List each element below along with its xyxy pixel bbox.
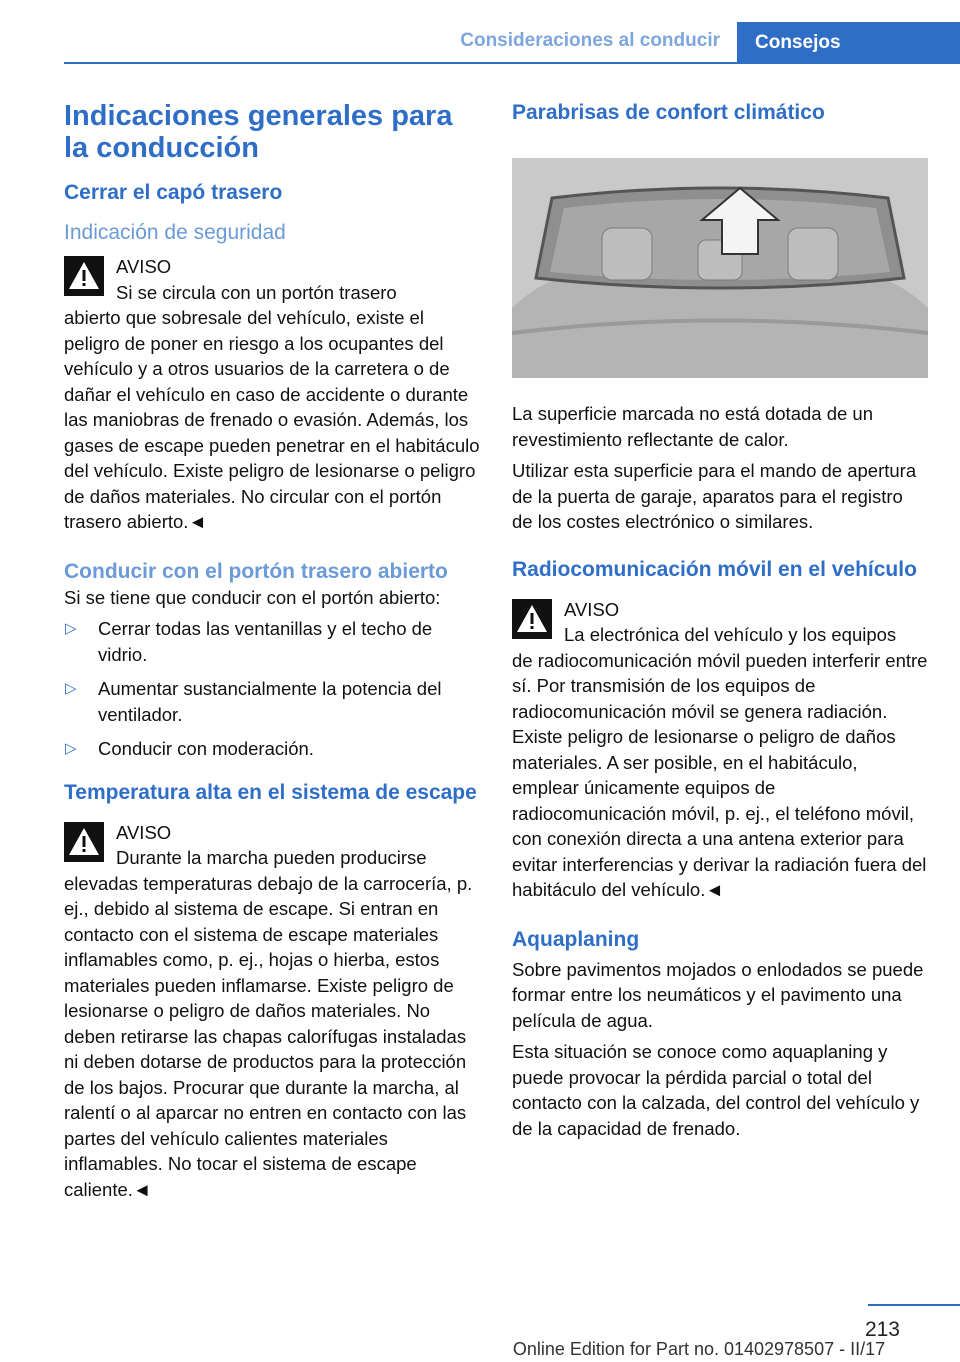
warning-text: elevadas temperaturas debajo de la carrocería, p. ej., debido al sistema de escape. Si entran en contacto con el sistema de escape materiales inflamables como, p. ej., hojas o hierba, estos materiales pueden inflamarse. Existe peligro de lesionarse o peligro de daños materiales. No deben retirarse las chapas calorífugas instaladas ni deben dotarse de productos para la protección de los bajos. Procurar que durante la marcha, al ralentí o al aparcar no entren en contacto con las partes del vehículo calientes materiales inflamables. No tocar el sistema de escape caliente.◄	[64, 872, 473, 1200]
heading-safety-note: Indicación de seguridad	[64, 221, 286, 244]
warning-first-line: La electrónica del vehículo y los equipos	[564, 624, 897, 645]
page-number: 213	[864, 1318, 900, 1341]
triangle-bullet-icon: ▷	[65, 680, 77, 697]
list-item: ▷ Cerrar todas las ventanillas y el techo de vidrio.	[64, 616, 480, 667]
warning-text: abierto que sobresale del vehículo, existe el peligro de poner en riesgo a los ocupantes del vehículo y a otros usuarios de la carretera o de dañar el vehículo en caso de accidente o durante las maniobras de frenado o evasión. Además, los gases de escape pueden penetrar en el habitáculo del vehículo. Existe peligro de lesionarse o peligro de daños materiales. No circular con el portón trasero abierto.◄	[64, 307, 480, 532]
heading-exhaust-temperature: Temperatura alta en el sistema de escape	[64, 780, 477, 804]
warning-first-line: Si se circula con un portón trasero	[116, 281, 397, 303]
warning-label: AVISO	[116, 256, 172, 277]
paragraph-windshield-1: La superficie marcada no está dotada de un revestimiento reflectante de calor.	[512, 403, 873, 450]
list-item: ▷ Aumentar sustancialmente la potencia del ventilador.	[64, 676, 480, 727]
warning-block-radio	[512, 597, 928, 903]
warning-label: AVISO	[116, 821, 172, 843]
warning-block-trunk	[64, 254, 480, 535]
warning-icon	[512, 599, 552, 639]
header-rule	[64, 62, 960, 64]
rear-window-illustration	[512, 158, 928, 378]
warning-block-exhaust	[64, 820, 480, 1203]
paragraph-aquaplaning-1: Sobre pavimentos mojados o enlodados se puede formar entre los neumáticos y el pavimento una película de agua.	[512, 958, 924, 1031]
warning-label: AVISO	[564, 598, 620, 620]
footer-rule	[868, 1304, 960, 1306]
warning-text: de radiocomunicación móvil pueden interferir entre sí. Por transmisión de los equipos de radiocomunicación móvil se genera radiación. Existe peligro de lesionarse o peligro de daños materiales. A ser posible, en el habitáculo, emplear únicamente equipos de radiocomunicación móvil, p. ej., el teléfono móvil, con conexión directa a una antena exterior para evitar interferencias y derivar la radiación fuera del habitáculo del vehículo.◄	[512, 649, 928, 900]
heading-aquaplaning: Aquaplaning	[512, 927, 640, 951]
header-section-title: Consideraciones al conducir	[460, 30, 720, 51]
edition-note: Online Edition for Part no. 01402978507 - II/17	[512, 1339, 886, 1359]
bullet-list	[64, 616, 480, 762]
paragraph-windshield-2: Utilizar esta superficie para el mando de apertura de la puerta de garaje, aparatos para el registro de los costes electrónico o similares.	[512, 460, 917, 532]
paragraph-aquaplaning-2: Esta situación se conoce como aquaplaning y puede provocar la pérdida parcial o total del contacto con la calzada, del control del vehículo y de la capacidad de frenado.	[512, 1041, 920, 1139]
triangle-bullet-icon: ▷	[65, 620, 77, 637]
warning-icon	[64, 822, 104, 862]
header-chapter-tab: Consejos	[737, 22, 960, 64]
list-item: ▷ Conducir con moderación.	[64, 736, 480, 762]
heading-mobile-radio: Radiocomunicación móvil en el vehículo	[512, 557, 917, 581]
heading-close-trunk: Cerrar el capó trasero	[64, 181, 283, 204]
heading-climate-windshield: Parabrisas de confort climático	[512, 101, 825, 124]
page-title: Indicaciones generales para la conducción	[64, 100, 453, 164]
warning-icon	[64, 256, 104, 296]
triangle-bullet-icon: ▷	[65, 740, 77, 757]
warning-first-line: Durante la marcha pueden producirse	[116, 847, 427, 868]
right-column	[512, 100, 928, 1147]
heading-drive-open-trunk: Conducir con el portón trasero abierto	[64, 559, 448, 583]
paragraph-intro: Si se tiene que conducir con el portón abierto:	[64, 586, 441, 608]
left-column	[64, 100, 480, 1226]
